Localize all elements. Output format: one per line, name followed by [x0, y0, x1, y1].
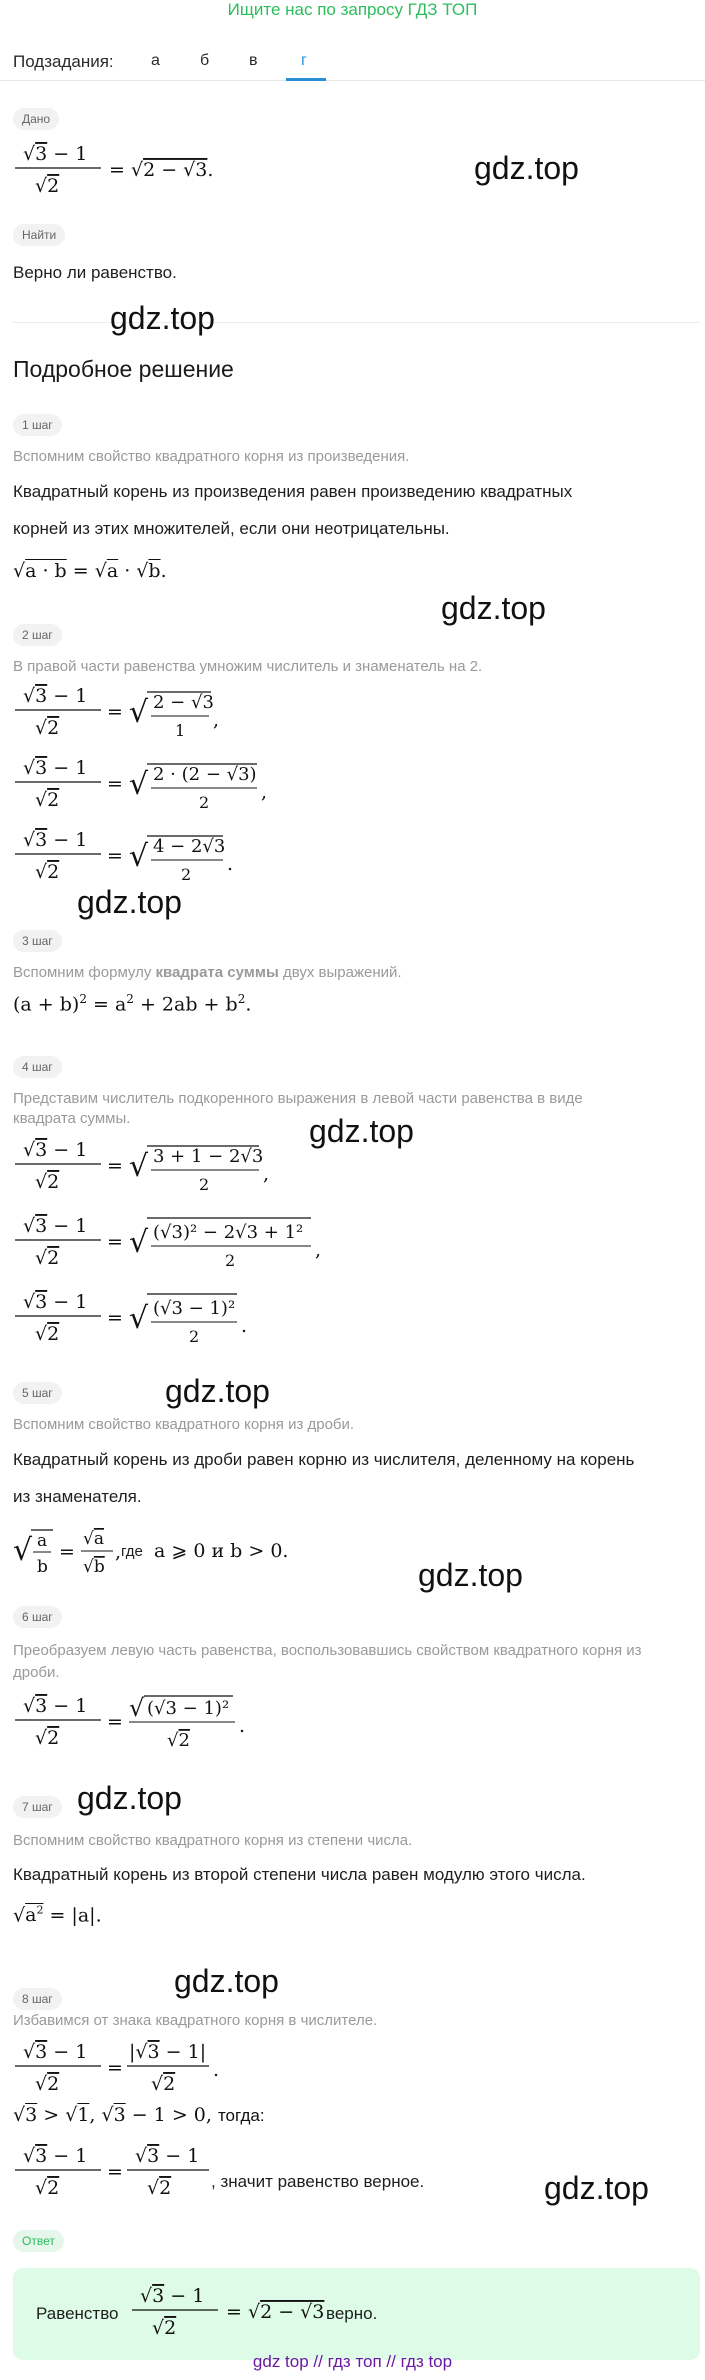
svg-text:=: = — [107, 2057, 123, 2079]
find-label: Найти — [13, 224, 65, 246]
svg-text:a: a — [37, 1531, 48, 1551]
svg-text:√3 − 1: √3 − 1 — [23, 757, 88, 779]
tab-g[interactable]: г — [301, 52, 307, 69]
svg-text:.: . — [241, 1315, 248, 1337]
watermark: gdz.top — [474, 150, 579, 186]
watermark: gdz.top — [77, 884, 182, 920]
svg-text:|√3 − 1|: |√3 − 1| — [129, 2041, 207, 2063]
svg-text:=: = — [107, 1231, 123, 1253]
svg-text:√3 − 1: √3 − 1 — [140, 2285, 205, 2307]
svg-text:√3 − 1: √3 − 1 — [23, 2145, 88, 2167]
find-text: Верно ли равенство. — [13, 263, 177, 282]
svg-text:=: = — [107, 2161, 123, 2183]
watermark: gdz.top — [165, 1373, 270, 1409]
svg-text:(√3 − 1)²: (√3 − 1)² — [153, 1298, 236, 1319]
svg-text:2 − √3: 2 − √3 — [153, 692, 214, 713]
svg-text:4 − 2√3: 4 − 2√3 — [153, 836, 226, 857]
answer-prefix: Равенство — [36, 2304, 119, 2323]
svg-text:√2: √2 — [35, 789, 60, 811]
step-5-condition: a ⩾ 0 и b > 0. — [154, 1540, 289, 1562]
step-8-formula-2: √3 > √1, √3 − 1 > 0, тогда: — [13, 2104, 265, 2126]
svg-text:√: √ — [129, 1225, 149, 1260]
tab-v[interactable]: в — [249, 52, 258, 69]
svg-text:√: √ — [129, 839, 149, 874]
svg-text:√2: √2 — [152, 2317, 177, 2339]
svg-text:√2: √2 — [147, 2177, 172, 2199]
svg-text:√3 − 1: √3 − 1 — [23, 1139, 88, 1161]
svg-text:2: 2 — [225, 1251, 236, 1270]
svg-text:,: , — [315, 1239, 322, 1261]
step-8-conclusion: , значит равенство верное. — [211, 2172, 425, 2191]
step-5-condition-word: где — [121, 1543, 143, 1560]
svg-text:√3 − 1: √3 − 1 — [23, 1291, 88, 1313]
svg-text:√: √ — [129, 767, 149, 802]
step-8-formula-3 — [13, 2140, 213, 2204]
step-7-formula: $√a^2 = |a|$. — [13, 1904, 102, 1927]
step-4-formulas — [13, 1136, 353, 1366]
svg-text:=: = — [107, 1307, 123, 1329]
step-8-label: 8 шаг — [13, 1988, 62, 2010]
step-1-text-2: корней из этих множителей, если они неотрицательны. — [13, 519, 450, 538]
svg-text:√2: √2 — [35, 2177, 60, 2199]
svg-text:√3 − 1: √3 − 1 — [23, 143, 88, 165]
step-6-label: 6 шаг — [13, 1606, 62, 1628]
step-6-formula — [13, 1690, 273, 1760]
svg-text:,: , — [261, 781, 268, 803]
svg-text:√2: √2 — [35, 717, 60, 739]
subtasks-label: Подзадания: — [13, 52, 114, 71]
step-1-label: 1 шаг — [13, 414, 62, 436]
svg-text:√b: √b — [83, 1557, 105, 1577]
svg-text:,: , — [115, 1541, 122, 1563]
svg-text:3 + 1 − 2√3: 3 + 1 − 2√3 — [153, 1146, 264, 1167]
svg-text:√3 − 1: √3 − 1 — [23, 1695, 88, 1717]
svg-text:√a: √a — [83, 1529, 104, 1549]
step-3-hint: Вспомним формулу квадрата суммы двух выражений. — [13, 964, 402, 981]
watermark: gdz.top — [77, 1780, 182, 1816]
svg-text:√: √ — [129, 1694, 145, 1722]
svg-text:.: . — [227, 853, 234, 875]
svg-text:= √2 − √3.: = √2 − √3. — [109, 159, 214, 181]
step-5-text-2: из знаменателя. — [13, 1487, 142, 1506]
step-3-hint-bold: квадрата суммы — [155, 964, 279, 981]
step-8-hint: Избавимся от знака квадратного корня в числителе. — [13, 2012, 378, 2029]
svg-text:√2: √2 — [151, 2073, 176, 2095]
svg-text:√3 − 1: √3 − 1 — [23, 829, 88, 851]
svg-text:2 · (2 − √3): 2 · (2 − √3) — [153, 764, 257, 785]
watermark: gdz.top — [441, 590, 546, 626]
svg-text:√: √ — [129, 1301, 149, 1336]
step-5-label: 5 шаг — [13, 1382, 62, 1404]
step-8-formula-1 — [13, 2036, 243, 2100]
watermark: gdz.top — [544, 2170, 649, 2206]
solution-heading: Подробное решение — [13, 356, 234, 382]
answer-suffix: верно. — [326, 2304, 378, 2323]
svg-text:√3 − 1: √3 − 1 — [23, 1215, 88, 1237]
step-4-hint-2: квадрата суммы. — [13, 1110, 131, 1127]
step-7-text: Квадратный корень из второй степени числа равен модулю этого числа. — [13, 1865, 586, 1884]
step-2-formulas — [13, 682, 293, 892]
tab-divider — [0, 80, 705, 81]
svg-text:b: b — [37, 1557, 48, 1577]
svg-text:√2: √2 — [35, 861, 60, 883]
step-6-hint-2: дроби. — [13, 1664, 60, 1681]
svg-text:(√3 − 1)²: (√3 − 1)² — [147, 1698, 230, 1719]
svg-text:√2: √2 — [35, 1323, 60, 1345]
step-6-hint-1: Преобразуем левую часть равенства, воспользовавшись свойством квадратного корня из — [13, 1642, 642, 1659]
svg-text:2: 2 — [199, 1175, 210, 1194]
svg-text:√2: √2 — [167, 1730, 190, 1751]
step-3-label: 3 шаг — [13, 930, 62, 952]
svg-text:√2: √2 — [35, 1247, 60, 1269]
step-4-label: 4 шаг — [13, 1056, 62, 1078]
step-1-hint: Вспомним свойство квадратного корня из произведения. — [13, 448, 410, 465]
tab-b[interactable]: б — [200, 52, 210, 69]
step-3-formula: $(a + b)^2 = a^2 + 2ab + b^2$. — [13, 992, 252, 1016]
svg-text:.: . — [239, 1715, 246, 1737]
step-2-label: 2 шаг — [13, 624, 62, 646]
footer-links[interactable]: gdz top // гдз топ // гдз top — [252, 2352, 453, 2371]
watermark: gdz.top — [309, 1113, 414, 1149]
svg-text:,: , — [213, 709, 220, 731]
given-label: Дано — [13, 108, 59, 130]
svg-text:√2: √2 — [35, 175, 60, 197]
svg-text:= √2 − √3: = √2 − √3 — [226, 2301, 325, 2323]
svg-text:2: 2 — [199, 793, 210, 812]
watermark: gdz.top — [174, 1963, 279, 1999]
watermark: gdz.top — [418, 1557, 523, 1593]
watermark: gdz.top — [110, 300, 215, 336]
given-formula — [13, 138, 233, 200]
svg-text:√2: √2 — [35, 1727, 60, 1749]
svg-text:=: = — [107, 1155, 123, 1177]
svg-text:.: . — [213, 2059, 220, 2081]
svg-text:=: = — [59, 1541, 75, 1563]
svg-text:=: = — [107, 845, 123, 867]
svg-text:2: 2 — [189, 1327, 200, 1346]
svg-text:√3 − 1: √3 − 1 — [135, 2145, 200, 2167]
svg-text:√3 − 1: √3 − 1 — [23, 685, 88, 707]
active-tab-indicator — [286, 78, 326, 81]
step-5-text-1: Квадратный корень из дроби равен корню из числителя, деленному на корень — [13, 1450, 635, 1469]
step-4-hint-1: Представим числитель подкоренного выражения в левой части равенства в виде — [13, 1090, 583, 1107]
search-banner: Ищите нас по запросу ГДЗ ТОП — [227, 0, 478, 19]
step-1-formula: √a · b = √a · √b. — [13, 560, 167, 582]
svg-text:2: 2 — [181, 865, 192, 884]
svg-text:=: = — [107, 1711, 123, 1733]
svg-text:√: √ — [13, 1533, 33, 1568]
step-7-hint: Вспомним свойство квадратного корня из степени числа. — [13, 1832, 413, 1849]
svg-text:√2: √2 — [35, 2073, 60, 2095]
step-2-hint: В правой части равенства умножим числитель и знаменатель на 2. — [13, 658, 483, 675]
tab-a[interactable]: а — [151, 52, 160, 69]
svg-text:=: = — [107, 701, 123, 723]
step-7-label: 7 шаг — [13, 1796, 62, 1818]
svg-text:=: = — [107, 773, 123, 795]
step-1-text-1: Квадратный корень из произведения равен произведению квадратных — [13, 482, 573, 501]
svg-text:√2: √2 — [35, 1171, 60, 1193]
svg-text:(√3)² − 2√3 + 1²: (√3)² − 2√3 + 1² — [153, 1222, 304, 1243]
svg-text:,: , — [263, 1163, 270, 1185]
svg-text:1: 1 — [175, 721, 186, 740]
svg-text:√3 − 1: √3 − 1 — [23, 2041, 88, 2063]
svg-text:√: √ — [129, 695, 149, 730]
svg-text:√: √ — [129, 1149, 149, 1184]
step-5-hint: Вспомним свойство квадратного корня из дроби. — [13, 1416, 355, 1433]
answer-label: Ответ — [13, 2230, 64, 2252]
